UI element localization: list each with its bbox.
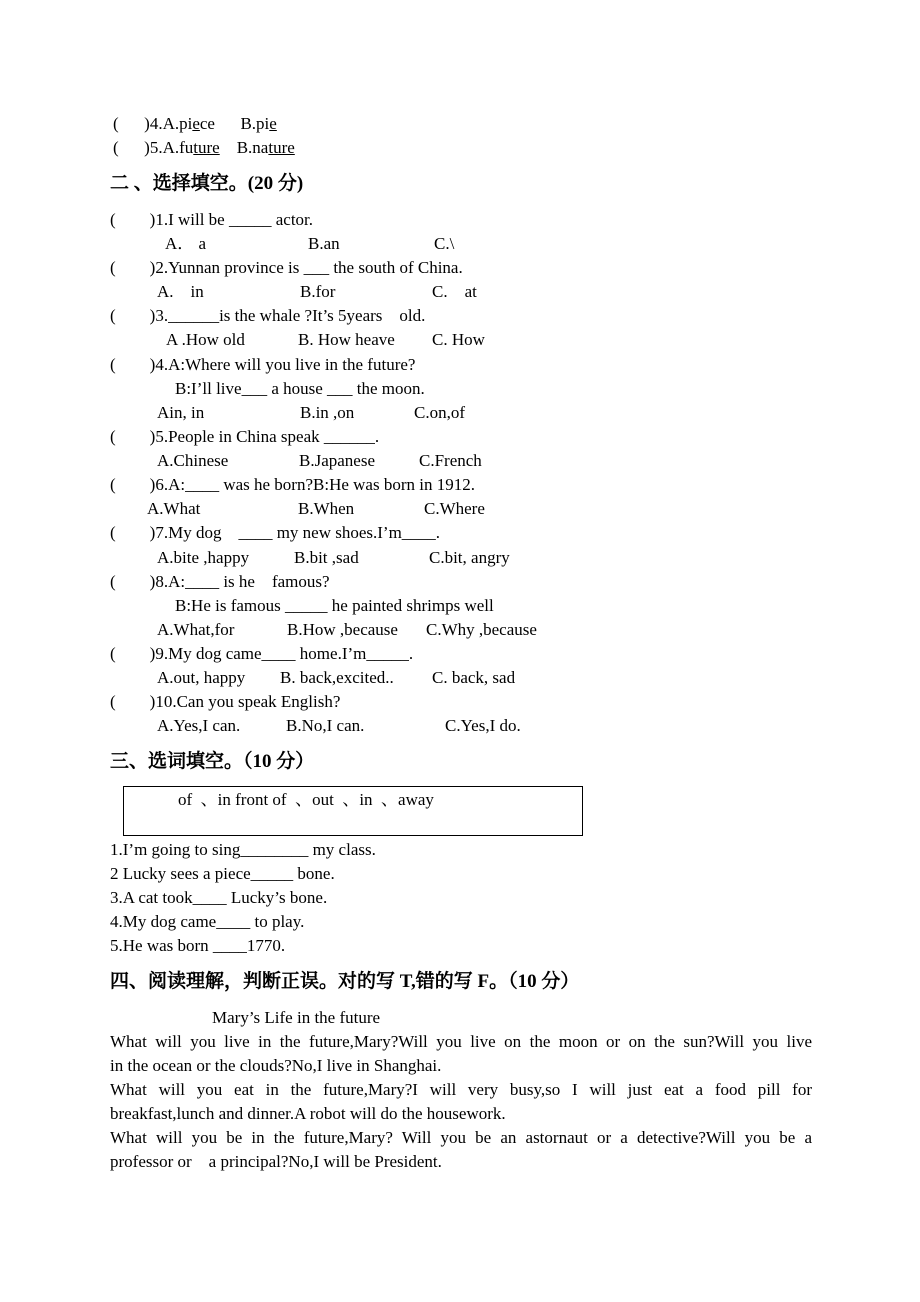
option-b: B.How ,because — [287, 620, 398, 639]
option-b: B.in ,on — [300, 403, 355, 422]
answer-paren[interactable]: ( ) — [113, 114, 150, 133]
answer-paren[interactable]: ( ) — [110, 692, 156, 711]
answer-paren[interactable]: ( ) — [110, 523, 156, 542]
fill-item-3: 3.A cat took____ Lucky’s bone. — [110, 888, 328, 907]
mc-question-4: ( )4.A:Where will you live in the future? — [110, 355, 416, 374]
passage-line: What will you live in the future,Mary?Will you live on the moon or on the sun?Will you live — [110, 1032, 812, 1051]
mc-question-8: ( )8.A:____ is he famous? — [110, 572, 330, 591]
mc-question-3: ( )3.______is the whale ?It’s 5years old. — [110, 306, 426, 325]
option-a: A.out, happy — [157, 668, 246, 687]
passage-line: breakfast,lunch and dinner.A robot will do the housework. — [110, 1104, 506, 1123]
option-c: C.on,of — [414, 403, 465, 422]
phonics-question-5: ( )5.A.future B.nature — [113, 138, 295, 157]
section4-heading: 四、阅读理解，判断正误。对的写 T,错的写 F。（10 分） — [110, 971, 580, 992]
option-a: Ain, in — [157, 403, 205, 422]
mc-question-10: ( )10.Can you speak English? — [110, 692, 341, 711]
passage-line: in the ocean or the clouds?No,I live in Shanghai. — [110, 1056, 442, 1075]
question-line-2: B:He is famous _____ he painted shrimps well — [175, 596, 494, 615]
answer-paren[interactable]: ( ) — [110, 475, 156, 494]
answer-paren[interactable]: ( ) — [110, 210, 156, 229]
passage-title: Mary’s Life in the future — [212, 1008, 381, 1027]
mc-question-2: ( )2.Yunnan province is ___ the south of China. — [110, 258, 463, 277]
option-c: C. back, sad — [432, 668, 516, 687]
answer-paren[interactable]: ( ) — [110, 572, 156, 591]
answer-paren[interactable]: ( ) — [110, 644, 156, 663]
fill-item-1: 1.I’m going to sing________ my class. — [110, 840, 376, 859]
option-c: C. How — [432, 330, 485, 349]
answer-paren[interactable]: ( ) — [110, 258, 156, 277]
answer-paren[interactable]: ( ) — [110, 427, 156, 446]
option-a: A.Yes,I can. — [157, 716, 241, 735]
option-b: B. How heave — [298, 330, 395, 349]
mc-question-6: ( )6.A:____ was he born?B:He was born in 1912. — [110, 475, 475, 494]
question-line-2: B:I’ll live___ a house ___ the moon. — [175, 379, 425, 398]
option-b: B. back,excited.. — [280, 668, 394, 687]
option-a: A.What,for — [157, 620, 235, 639]
option-c: C.\ — [434, 234, 455, 253]
passage-line: What will you eat in the future,Mary?I will very busy,so I will just eat a food pill for — [110, 1080, 812, 1099]
answer-paren[interactable]: ( ) — [113, 138, 150, 157]
mc-question-1: ( )1.I will be _____ actor. — [110, 210, 314, 229]
option-c: C.Where — [424, 499, 485, 518]
option-b: B.bit ,sad — [294, 548, 359, 567]
section3-heading: 三、选词填空。（10 分） — [110, 751, 315, 772]
section2-heading: 二 、选择填空。(20 分) — [110, 173, 304, 194]
mc-question-5: ( )5.People in China speak ______. — [110, 427, 380, 446]
fill-item-4: 4.My dog came____ to play. — [110, 912, 305, 931]
mc-question-7: ( )7.My dog ____ my new shoes.I’m____. — [110, 523, 441, 542]
option-a: A.What — [147, 499, 201, 518]
passage-line: professor or a principal?No,I will be President. — [110, 1152, 442, 1171]
mc-question-9: ( )9.My dog came____ home.I’m_____. — [110, 644, 414, 663]
option-b: B.for — [300, 282, 336, 301]
fill-item-2: 2 Lucky sees a piece_____ bone. — [110, 864, 335, 883]
option-a: A.bite ,happy — [157, 548, 250, 567]
phonics-question-4: ( )4.A.piece B.pie — [113, 114, 277, 133]
option-a: A. in — [157, 282, 204, 301]
answer-paren[interactable]: ( ) — [110, 355, 156, 374]
fill-item-5: 5.He was born ____1770. — [110, 936, 286, 955]
option-c: C.bit, angry — [429, 548, 510, 567]
answer-paren[interactable]: ( ) — [110, 306, 156, 325]
option-a: A.Chinese — [157, 451, 229, 470]
option-c: C.Yes,I do. — [445, 716, 521, 735]
word-bank: of 、in front of 、out 、in 、away — [178, 790, 434, 809]
option-c: C.Why ,because — [426, 620, 537, 639]
passage-line: What will you be in the future,Mary? Will you be an astornaut or a detective?Will you be a — [110, 1128, 812, 1147]
option-b: B.an — [308, 234, 340, 253]
option-b: B.When — [298, 499, 355, 518]
option-b: B.Japanese — [299, 451, 376, 470]
option-a: A． a — [165, 234, 207, 253]
option-c: C.French — [419, 451, 482, 470]
option-b: B.No,I can. — [286, 716, 365, 735]
option-a: A .How old — [166, 330, 245, 349]
option-c: C. at — [432, 282, 477, 301]
